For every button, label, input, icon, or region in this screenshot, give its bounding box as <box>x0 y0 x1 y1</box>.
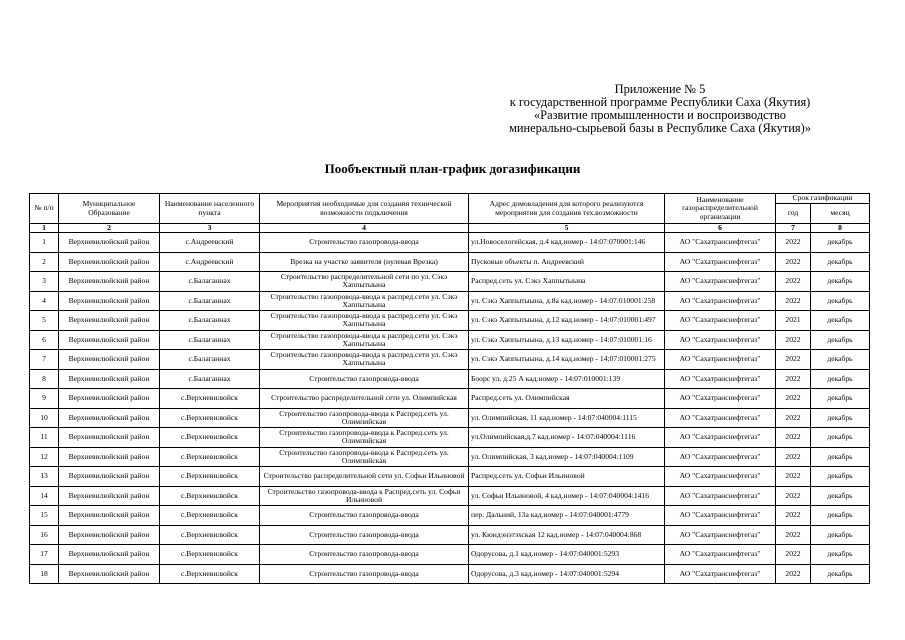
settlement-cell: с.Верхневилюйск <box>160 447 260 467</box>
table-row <box>30 545 870 565</box>
measure-cell: Строительство газопровода-ввода <box>260 545 469 565</box>
month-cell: декабрь <box>811 330 870 350</box>
table-row <box>30 311 870 331</box>
appendix-line: «Развитие промышленности и воспроизводство <box>533 108 787 122</box>
row-number: 11 <box>30 428 59 448</box>
year-cell: 2022 <box>776 447 811 467</box>
row-number: 12 <box>30 447 59 467</box>
organization-cell: АО "Сахатранснефтегаз" <box>665 467 776 487</box>
municipality-cell: Верхневилюйский район <box>59 486 160 506</box>
appendix-line: к государственной программе Республики Саха (Якутия) <box>509 95 811 109</box>
year-cell: 2022 <box>776 330 811 350</box>
address-cell: Одорусова, д.3 кад.номер - 14:07:040001:5294 <box>469 564 665 584</box>
measure-cell: Строительство распределительной сети ул. Софьи Ильиновой <box>260 467 469 487</box>
organization-cell: АО "Сахатранснефтегаз" <box>665 252 776 272</box>
col-number: 4 <box>260 224 469 233</box>
month-cell: декабрь <box>811 389 870 409</box>
table-row <box>30 408 870 428</box>
header-year: год <box>776 204 811 224</box>
year-cell: 2022 <box>776 233 811 253</box>
col-number: 2 <box>59 224 160 233</box>
address-cell: ул. Сэкэ Хаппытыына, д.12 кад.номер - 14:07:010001:497 <box>469 311 665 331</box>
address-cell: Распред.сеть ул. Олимпийская <box>469 389 665 409</box>
settlement-cell: с.Верхневилюйск <box>160 525 260 545</box>
row-number: 13 <box>30 467 59 487</box>
settlement-cell: с.Балаганнах <box>160 330 260 350</box>
table-row <box>30 330 870 350</box>
address-cell: Боорс ул, д.25 А кад.номер - 14:07:010001:139 <box>469 369 665 389</box>
municipality-cell: Верхневилюйский район <box>59 291 160 311</box>
settlement-cell: с.Верхневилюйск <box>160 486 260 506</box>
address-cell: ул. Кюндэнэтэхская 12 кад.номер - 14:07:040004:868 <box>469 525 665 545</box>
row-number: 8 <box>30 369 59 389</box>
month-cell: декабрь <box>811 447 870 467</box>
row-number: 18 <box>30 564 59 584</box>
municipality-cell: Верхневилюйский район <box>59 408 160 428</box>
month-cell: декабрь <box>811 506 870 526</box>
measure-cell: Строительство распределительной сети по ул. Сэкэ Хаппытыына <box>260 272 469 292</box>
table-row <box>30 272 870 292</box>
organization-cell: АО "Сахатранснефтегаз" <box>665 369 776 389</box>
row-number: 1 <box>30 233 59 253</box>
settlement-cell: с.Балаганнах <box>160 272 260 292</box>
municipality-cell: Верхневилюйский район <box>59 389 160 409</box>
organization-cell: АО "Сахатранснефтегаз" <box>665 311 776 331</box>
year-cell: 2022 <box>776 486 811 506</box>
table-row <box>30 486 870 506</box>
row-number: 3 <box>30 272 59 292</box>
row-number: 17 <box>30 545 59 565</box>
address-cell: Распред.сеть ул. Сэкэ Хаппытыына <box>469 272 665 292</box>
settlement-cell: с.Балаганнах <box>160 311 260 331</box>
row-number: 14 <box>30 486 59 506</box>
appendix-line: минерально-сырьевой базы в Республике Саха (Якутия)» <box>509 121 811 135</box>
month-cell: декабрь <box>811 545 870 565</box>
municipality-cell: Верхневилюйский район <box>59 467 160 487</box>
table-row <box>30 252 870 272</box>
month-cell: декабрь <box>811 252 870 272</box>
table-row <box>30 506 870 526</box>
year-cell: 2022 <box>776 369 811 389</box>
settlement-cell: с.Андреевский <box>160 252 260 272</box>
month-cell: декабрь <box>811 525 870 545</box>
settlement-cell: с.Верхневилюйск <box>160 389 260 409</box>
settlement-cell: с.Верхневилюйск <box>160 428 260 448</box>
organization-cell: АО "Сахатранснефтегаз" <box>665 486 776 506</box>
municipality-cell: Верхневилюйский район <box>59 564 160 584</box>
municipality-cell: Верхневилюйский район <box>59 506 160 526</box>
address-cell: пер. Дальний, 13а кад.номер - 14:07:040001:4779 <box>469 506 665 526</box>
address-cell: ул. Олимпийская, 3 кад.номер - 14:07:040004:1109 <box>469 447 665 467</box>
address-cell: ул. Олимпийская, 11 кад.номер - 14:07:040004:1115 <box>469 408 665 428</box>
organization-cell: АО "Сахатранснефтегаз" <box>665 389 776 409</box>
month-cell: декабрь <box>811 369 870 389</box>
measure-cell: Строительство газопровода-ввода <box>260 506 469 526</box>
measure-cell: Строительство газопровода-ввода к Распред.сеть ул. Олимпийская <box>260 447 469 467</box>
settlement-cell: с.Верхневилюйск <box>160 506 260 526</box>
appendix-block <box>480 83 840 135</box>
settlement-cell: с.Балаганнах <box>160 350 260 370</box>
address-cell: ул. Сэкэ Хаппытыына, д.8а кад.номер - 14:07:010001:258 <box>469 291 665 311</box>
column-number-row <box>30 224 870 233</box>
month-cell: декабрь <box>811 408 870 428</box>
measure-cell: Строительство распределительной сети ул. Олимпийская <box>260 389 469 409</box>
col-number: 5 <box>469 224 665 233</box>
measure-cell: Строительство газопровода-ввода к распред.сети ул. Сэкэ Хаппытыына <box>260 330 469 350</box>
settlement-cell: с.Верхневилюйск <box>160 467 260 487</box>
measure-cell: Строительство газопровода-ввода к распред.сети ул. Сэкэ Хаппытыына <box>260 311 469 331</box>
municipality-cell: Верхневилюйский район <box>59 545 160 565</box>
year-cell: 2022 <box>776 389 811 409</box>
measure-cell: Строительство газопровода-ввода к Распред.сеть ул. Олимпийская <box>260 428 469 448</box>
table-row <box>30 525 870 545</box>
municipality-cell: Верхневилюйский район <box>59 369 160 389</box>
row-number: 4 <box>30 291 59 311</box>
organization-cell: АО "Сахатранснефтегаз" <box>665 506 776 526</box>
settlement-cell: с.Верхневилюйск <box>160 545 260 565</box>
address-cell: Одорусова, д.1 кад.номер - 14:07:040001:5293 <box>469 545 665 565</box>
row-number: 7 <box>30 350 59 370</box>
col-number: 1 <box>30 224 59 233</box>
month-cell: декабрь <box>811 428 870 448</box>
organization-cell: АО "Сахатранснефтегаз" <box>665 564 776 584</box>
header-term: Срок газификации <box>776 194 870 204</box>
measure-cell: Строительство газопровода-ввода к распред.сети ул. Сэкэ Хаппытыына <box>260 291 469 311</box>
gasification-schedule-table <box>29 193 870 584</box>
header-month: месяц <box>811 204 870 224</box>
row-number: 9 <box>30 389 59 409</box>
organization-cell: АО "Сахатранснефтегаз" <box>665 272 776 292</box>
year-cell: 2022 <box>776 525 811 545</box>
table-row <box>30 233 870 253</box>
settlement-cell: с.Балаганнах <box>160 291 260 311</box>
year-cell: 2022 <box>776 428 811 448</box>
table-body <box>30 233 870 584</box>
address-cell: ул. Сэкэ Хаппытыына, д.13 кад.номер - 14:07:010001:16 <box>469 330 665 350</box>
table-row <box>30 564 870 584</box>
year-cell: 2022 <box>776 506 811 526</box>
month-cell: декабрь <box>811 486 870 506</box>
month-cell: декабрь <box>811 311 870 331</box>
organization-cell: АО "Сахатранснефтегаз" <box>665 447 776 467</box>
address-cell: ул. Софьи Ильиновой, 4 кад.номер - 14:07:040004:1416 <box>469 486 665 506</box>
month-cell: декабрь <box>811 291 870 311</box>
measure-cell: Строительство газопровода-ввода <box>260 525 469 545</box>
measure-cell: Строительство газопровода-ввода к распред.сети ул. Сэкэ Хаппытыына <box>260 350 469 370</box>
table-row <box>30 369 870 389</box>
organization-cell: АО "Сахатранснефтегаз" <box>665 291 776 311</box>
row-number: 15 <box>30 506 59 526</box>
header-municipality: Муниципальное Образование <box>59 194 160 224</box>
year-cell: 2022 <box>776 272 811 292</box>
address-cell: ул.Олимпийская,д.7 кад.номер - 14:07:040004:1116 <box>469 428 665 448</box>
settlement-cell: с.Балаганнах <box>160 369 260 389</box>
header-org: Наименование газораспределительной организации <box>665 194 776 224</box>
row-number: 2 <box>30 252 59 272</box>
municipality-cell: Верхневилюйский район <box>59 428 160 448</box>
municipality-cell: Верхневилюйский район <box>59 525 160 545</box>
month-cell: декабрь <box>811 467 870 487</box>
table-row <box>30 467 870 487</box>
header-address: Адрес домовладения для которого реализуются мероприятия для создания тех.возможности <box>469 194 665 224</box>
row-number: 5 <box>30 311 59 331</box>
year-cell: 2022 <box>776 564 811 584</box>
municipality-cell: Верхневилюйский район <box>59 350 160 370</box>
municipality-cell: Верхневилюйский район <box>59 330 160 350</box>
address-cell: Пусковые объекты п. Андреевский <box>469 252 665 272</box>
year-cell: 2021 <box>776 311 811 331</box>
col-number: 7 <box>776 224 811 233</box>
col-number: 6 <box>665 224 776 233</box>
header-settlement: Наименование населенного пункта <box>160 194 260 224</box>
municipality-cell: Верхневилюйский район <box>59 311 160 331</box>
row-number: 10 <box>30 408 59 428</box>
address-cell: ул.Новоселогейская, д.4 кад.номер - 14:07:070001:146 <box>469 233 665 253</box>
municipality-cell: Верхневилюйский район <box>59 272 160 292</box>
settlement-cell: с.Верхневилюйск <box>160 564 260 584</box>
table-row <box>30 428 870 448</box>
organization-cell: АО "Сахатранснефтегаз" <box>665 350 776 370</box>
row-number: 16 <box>30 525 59 545</box>
table-row <box>30 389 870 409</box>
address-cell: Распред.сеть ул. Софьи Ильиновой <box>469 467 665 487</box>
year-cell: 2022 <box>776 252 811 272</box>
settlement-cell: с.Верхневилюйск <box>160 408 260 428</box>
table-row <box>30 291 870 311</box>
year-cell: 2022 <box>776 408 811 428</box>
year-cell: 2022 <box>776 467 811 487</box>
organization-cell: АО "Сахатранснефтегаз" <box>665 545 776 565</box>
organization-cell: АО "Сахатранснефтегаз" <box>665 525 776 545</box>
municipality-cell: Верхневилюйский район <box>59 252 160 272</box>
year-cell: 2022 <box>776 545 811 565</box>
organization-cell: АО "Сахатранснефтегаз" <box>665 330 776 350</box>
settlement-cell: с.Андреевский <box>160 233 260 253</box>
organization-cell: АО "Сахатранснефтегаз" <box>665 428 776 448</box>
month-cell: декабрь <box>811 272 870 292</box>
document-title: Пообъектный план-график догазификации <box>324 161 581 176</box>
measure-cell: Строительство газопровода-ввода к Распред.сеть ул. Софьи Ильиновой <box>260 486 469 506</box>
measure-cell: Строительство газопровода-ввода <box>260 369 469 389</box>
measure-cell: Строительство газопровода-ввода к Распред.сеть ул. Олимпийская <box>260 408 469 428</box>
table-row <box>30 447 870 467</box>
organization-cell: АО "Сахатранснефтегаз" <box>665 233 776 253</box>
measure-cell: Строительство газопровода-ввода <box>260 564 469 584</box>
header-measures: Мероприятия необходимые для создания технической возможности подключения <box>260 194 469 224</box>
year-cell: 2022 <box>776 291 811 311</box>
organization-cell: АО "Сахатранснефтегаз" <box>665 408 776 428</box>
appendix-line: Приложение № 5 <box>614 82 706 96</box>
col-number: 3 <box>160 224 260 233</box>
month-cell: декабрь <box>811 350 870 370</box>
municipality-cell: Верхневилюйский район <box>59 233 160 253</box>
measure-cell: Врезка на участке заявителя (нулевая Врезка) <box>260 252 469 272</box>
row-number: 6 <box>30 330 59 350</box>
month-cell: декабрь <box>811 233 870 253</box>
month-cell: декабрь <box>811 564 870 584</box>
col-number: 8 <box>811 224 870 233</box>
address-cell: ул. Сэкэ Хаппытыына, д.14 кад.номер - 14:07:010001:275 <box>469 350 665 370</box>
table-row <box>30 350 870 370</box>
year-cell: 2022 <box>776 350 811 370</box>
municipality-cell: Верхневилюйский район <box>59 447 160 467</box>
header-num: № п/п <box>30 194 59 224</box>
measure-cell: Строительство газопровода-ввода <box>260 233 469 253</box>
